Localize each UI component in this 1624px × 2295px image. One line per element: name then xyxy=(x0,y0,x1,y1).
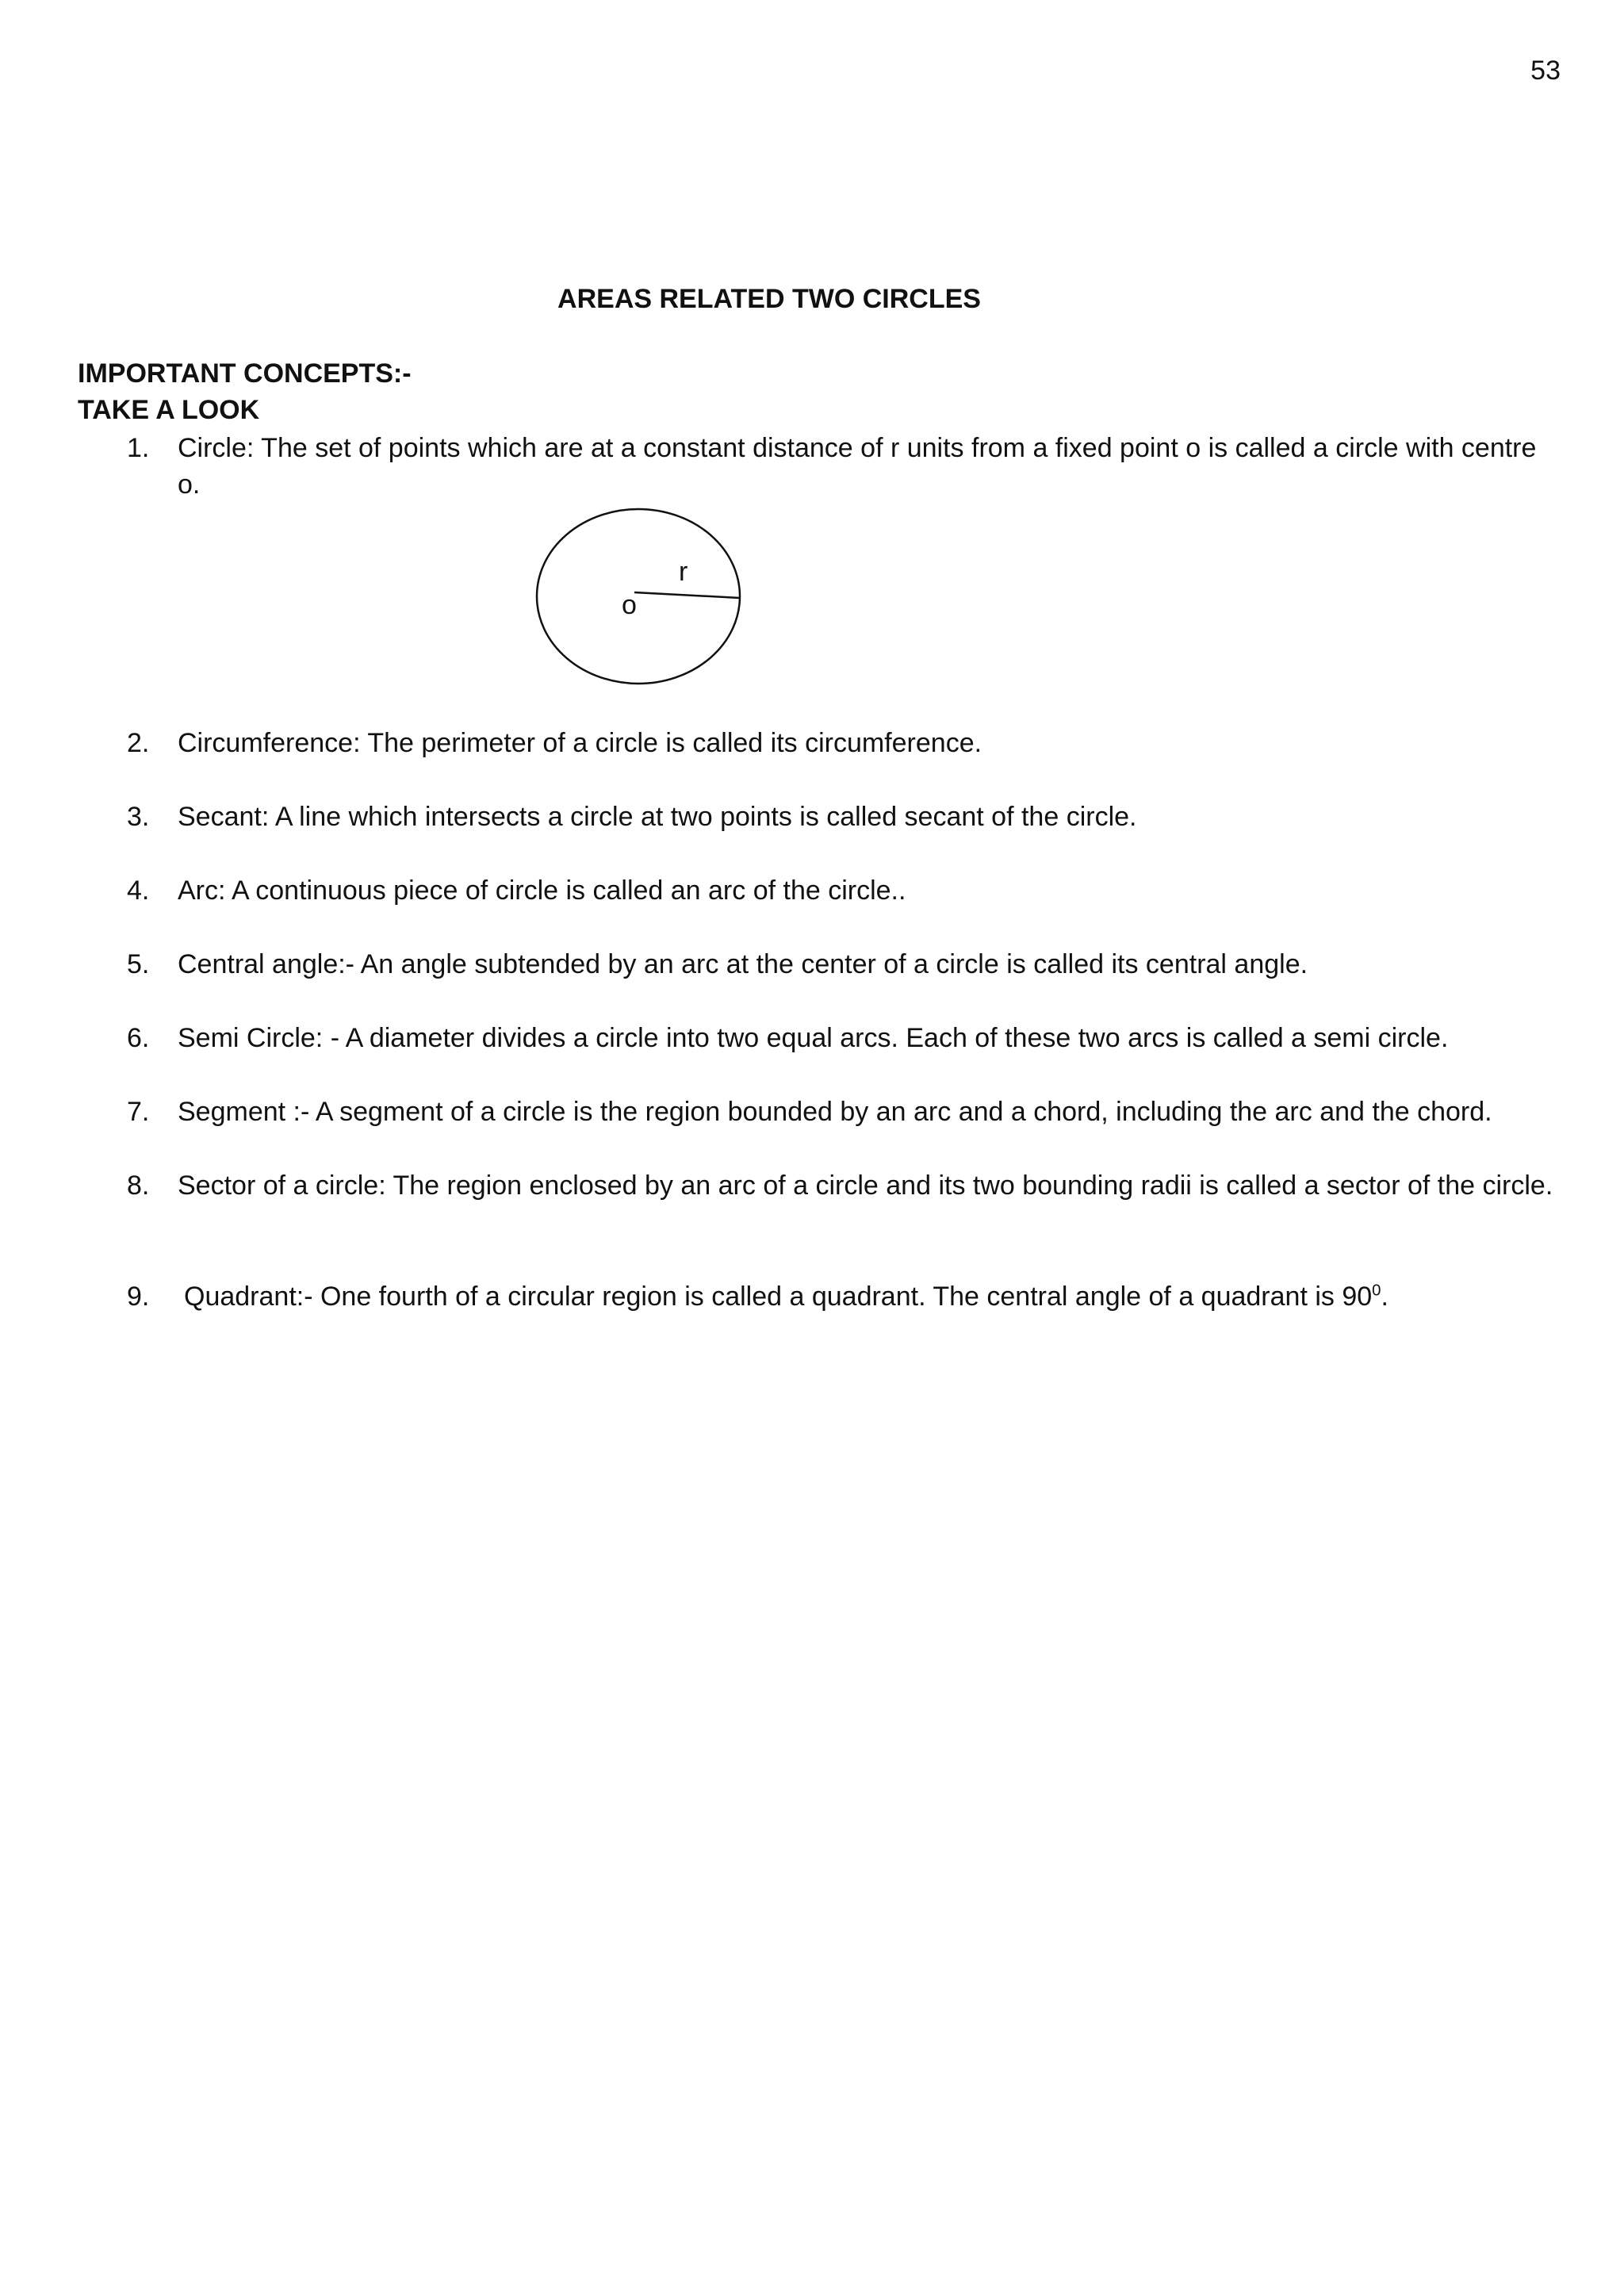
list-item-number: 5. xyxy=(127,949,150,979)
list-item-semi-circle xyxy=(127,1020,1554,1056)
circle-diagram xyxy=(531,504,753,695)
list-item-text: Segment :- A segment of a circle is the region bounded by an arc and a chord, including the arc and the chord. xyxy=(178,1097,1492,1127)
list-item-text: Arc: A continuous piece of circle is called an arc of the circle.. xyxy=(178,875,906,906)
list-item-circle xyxy=(127,430,1554,503)
heading-take-a-look: TAKE A LOOK xyxy=(78,395,260,425)
list-item-number: 2. xyxy=(127,728,150,758)
list-item-secant xyxy=(127,799,1554,835)
list-item-text: Circumference: The perimeter of a circle is called its circumference. xyxy=(178,728,982,758)
list-item-arc xyxy=(127,872,1554,909)
degree-superscript: 0 xyxy=(1372,1282,1381,1300)
radius-line xyxy=(634,592,740,598)
quadrant-text-end: . xyxy=(1381,1282,1388,1312)
list-item-number: 3. xyxy=(127,802,150,832)
page-number: 53 xyxy=(1530,56,1561,86)
center-label: o xyxy=(622,590,637,620)
list-item-text: Circle: The set of points which are at a constant distance of r units from a fixed point o is called a circle with centre o. xyxy=(178,433,1537,500)
list-item-number: 7. xyxy=(127,1097,150,1127)
list-item-text xyxy=(184,1278,1554,1315)
list-item-text: Central angle:- An angle subtended by an arc at the center of a circle is called its central angle. xyxy=(178,949,1308,979)
list-item-number: 9. xyxy=(127,1282,150,1312)
list-item-number: 1. xyxy=(127,433,150,463)
list-item-number: 6. xyxy=(127,1023,150,1053)
list-item-segment xyxy=(127,1094,1554,1130)
list-item-circumference xyxy=(127,725,1554,761)
list-item-sector xyxy=(127,1167,1554,1204)
list-item-text: Secant: A line which intersects a circle at two points is called secant of the circle. xyxy=(178,802,1137,832)
list-item-number: 8. xyxy=(127,1170,150,1201)
list-item-text: Semi Circle: - A diameter divides a circle into two equal arcs. Each of these two arcs is called a semi circle. xyxy=(178,1023,1449,1053)
list-item-quadrant xyxy=(127,1278,1554,1315)
radius-label: r xyxy=(679,557,688,587)
list-item-central-angle xyxy=(127,946,1554,983)
list-item-number: 4. xyxy=(127,875,150,906)
page-title: AREAS RELATED TWO CIRCLES xyxy=(557,284,981,314)
heading-important-concepts: IMPORTANT CONCEPTS:- xyxy=(78,358,412,389)
list-item-text: Sector of a circle: The region enclosed by an arc of a circle and its two bounding radii is called a sector of the circle. xyxy=(178,1170,1553,1201)
quadrant-text: Quadrant:- One fourth of a circular region is called a quadrant. The central angle of a quadrant is 90 xyxy=(184,1282,1373,1312)
